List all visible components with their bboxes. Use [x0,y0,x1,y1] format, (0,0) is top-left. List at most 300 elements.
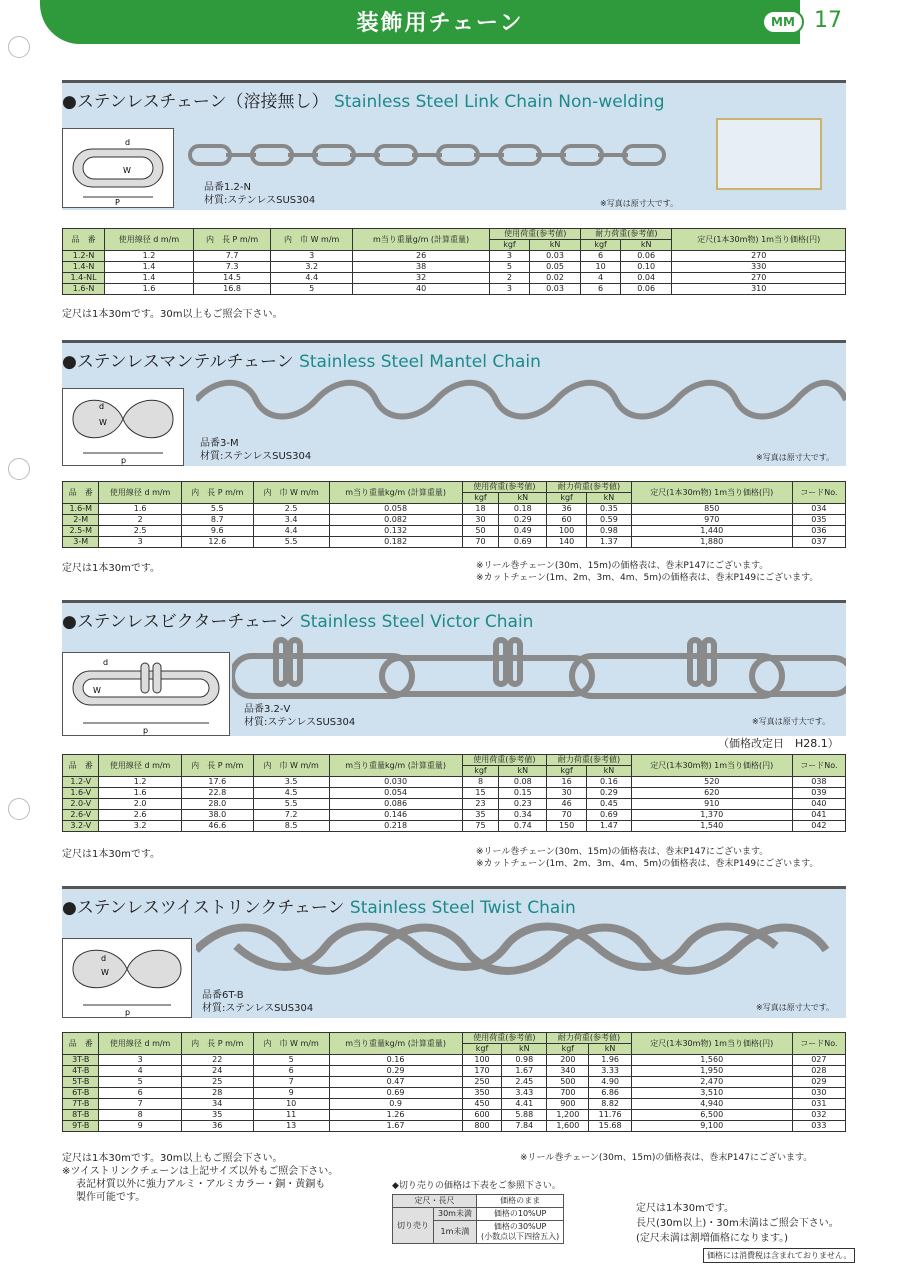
table-cell: 2.5 [99,526,181,537]
table-cell: 15.68 [589,1121,631,1132]
table-cell: 26 [353,251,490,262]
side-note: ※カットチェーン(1m、2m、3m、4m、5m)の価格表は、巻末P149にございます。 [476,573,819,583]
spec-table-victor-chain [62,754,846,832]
table-cell: 1.6 [99,788,181,799]
svg-text:d: d [125,138,131,147]
product-code-cell: 4T-B [63,1066,99,1077]
table-cell: 50 [462,526,499,537]
svg-text:p: p [121,456,127,465]
table-cell: 0.16 [329,1055,462,1066]
table-header: m当り重量kg/m (計算重量) [329,1033,462,1055]
table-cell: 5.5 [181,504,253,515]
table-cell: 24 [181,1066,253,1077]
table-cell: 4.4 [271,273,353,284]
table-cell: 0.08 [499,777,547,788]
table-cell: 9 [253,1088,329,1099]
table-row [63,810,846,821]
section-title-ja: ●ステンレスチェーン（溶接無し） [62,92,329,112]
table-cell: 1.6 [99,504,181,515]
table-cell: 7 [99,1099,181,1110]
svg-text:W: W [101,968,109,977]
material-label: 材質:ステンレスSUS304 [204,195,316,206]
table-cell: 700 [547,1088,589,1099]
table-cell: 11 [253,1110,329,1121]
table-cell: 0.29 [329,1066,462,1077]
section-note: 定尺は1本30mです。30m以上もご照会下さい。 [62,309,283,320]
table-cell: 35 [181,1110,253,1121]
table-cell: 150 [547,821,587,832]
table-cell: 0.058 [329,504,462,515]
cut-price-cell: 価格の10%UP [476,1208,563,1221]
product-code-cell: 2-M [63,515,99,526]
table-row [63,1121,846,1132]
svg-text:p: p [143,726,149,735]
photo-note: ※写真は原寸大です。 [756,453,835,462]
table-cell: 7 [253,1077,329,1088]
table-row [63,1110,846,1121]
product-code-cell: 1.6-N [63,284,105,295]
table-cell: 340 [547,1066,589,1077]
table-header: 耐力荷重(参考値) [547,1033,632,1044]
table-cell: 520 [631,777,792,788]
table-cell: 23 [462,799,499,810]
sample-photo-frame [716,118,822,190]
table-cell: 9 [99,1121,181,1132]
table-cell: 910 [631,799,792,810]
table-cell: 2.0 [99,799,181,810]
table-cell: 0.29 [499,515,547,526]
table-cell: 13 [253,1121,329,1132]
product-code-cell: 7T-B [63,1099,99,1110]
table-cell: 3 [99,1055,181,1066]
chain-photo [186,140,686,170]
table-cell: 0.132 [329,526,462,537]
table-cell: 0.23 [499,799,547,810]
product-code-cell: 5T-B [63,1077,99,1088]
table-row [63,1066,846,1077]
table-cell: 7.2 [253,810,329,821]
oval-link-icon [63,129,173,207]
table-header: 品 番 [63,229,105,251]
table-cell: 4.90 [589,1077,631,1088]
table-cell: 0.34 [499,810,547,821]
table-cell: 8.5 [253,821,329,832]
page-header [0,0,899,48]
twist-link-icon [63,939,191,1017]
table-cell: 970 [631,515,792,526]
product-code-cell: 1.6-V [63,788,99,799]
table-header: 定尺(1本30m物) 1m当り価格(円) [631,1033,792,1055]
spec-table-twist-chain [62,1032,846,1132]
table-header: コードNo. [792,1033,845,1055]
table-cell: 1,560 [631,1055,792,1066]
table-cell: 330 [672,262,846,273]
table-header: 内 長 P m/m [181,1033,253,1055]
product-code-cell: 2.6-V [63,810,99,821]
table-row [63,537,846,548]
table-cell: 3.33 [589,1066,631,1077]
table-cell: 2 [490,273,530,284]
table-cell: 6 [99,1088,181,1099]
svg-text:p: p [125,1008,131,1017]
table-cell: 4.5 [253,788,329,799]
table-cell: 11.76 [589,1110,631,1121]
section-title-en: Stainless Steel Twist Chain [349,898,576,918]
chain-photo [196,372,846,422]
table-cell: 2,470 [631,1077,792,1088]
table-cell: 6,500 [631,1110,792,1121]
table-cell: 0.69 [499,537,547,548]
table-cell: 039 [792,788,845,799]
product-code-cell: 6T-B [63,1088,99,1099]
table-cell: 100 [547,526,587,537]
table-cell: 5 [99,1077,181,1088]
table-header: 定尺(1本30m物) 1m当り価格(円) [631,755,792,777]
table-subheader: kgf [547,493,587,504]
product-number: 品番3-M [200,438,239,449]
table-cell: 0.16 [586,777,631,788]
table-cell: 1.2 [105,251,194,262]
table-cell: 25 [181,1077,253,1088]
table-cell: 0.98 [586,526,631,537]
table-subheader: kN [499,766,547,777]
table-cell: 46 [547,799,587,810]
table-row [63,821,846,832]
table-row [63,526,846,537]
table-cell: 029 [792,1077,845,1088]
table-header: 使用荷重(参考値) [462,482,547,493]
table-header: 内 長 P m/m [181,482,253,504]
table-header: 使用線径 d m/m [99,482,181,504]
table-cell: 041 [792,810,845,821]
table-cell: 36 [181,1121,253,1132]
table-cell: 0.10 [620,262,672,273]
cut-price-cell: (小数点以下四捨五入) [480,1232,560,1241]
table-cell: 38.0 [181,810,253,821]
table-cell: 5 [253,1055,329,1066]
table-header: 品 番 [63,1033,99,1055]
cut-price-table [392,1194,564,1244]
table-cell: 1,370 [631,810,792,821]
table-cell: 0.03 [529,251,581,262]
table-cell: 028 [792,1066,845,1077]
section-title-en: Stainless Steel Victor Chain [299,612,534,632]
table-subheader: kgf [547,766,587,777]
table-cell: 0.02 [529,273,581,284]
table-header: 使用線径 d m/m [99,755,181,777]
table-cell: 1.6 [105,284,194,295]
table-header: コードNo. [792,482,845,504]
table-row [63,1055,846,1066]
table-cell: 038 [792,777,845,788]
table-header: コードNo. [792,755,845,777]
table-cell: 2.45 [502,1077,547,1088]
product-number: 品番1.2-N [204,182,251,193]
table-header: 使用線径 d m/m [99,1033,181,1055]
figure-eight-link-icon [63,389,183,465]
table-cell: 031 [792,1099,845,1110]
table-cell: 0.18 [499,504,547,515]
product-code-cell: 3-M [63,537,99,548]
table-cell: 30 [547,788,587,799]
table-cell: 0.35 [586,504,631,515]
table-cell: 9.6 [181,526,253,537]
cut-price-cell: 定尺・長尺 [393,1195,477,1208]
table-cell: 4,940 [631,1099,792,1110]
table-cell: 3.2 [271,262,353,273]
table-cell: 5.88 [502,1110,547,1121]
table-cell: 037 [792,537,845,548]
table-cell: 350 [462,1088,502,1099]
table-cell: 5 [490,262,530,273]
svg-text:d: d [99,402,105,411]
table-cell: 2.6 [99,810,181,821]
table-cell: 4 [581,273,621,284]
table-cell: 4.4 [253,526,329,537]
table-cell: 250 [462,1077,502,1088]
table-cell: 1,440 [631,526,792,537]
table-cell: 46.6 [181,821,253,832]
table-row [63,788,846,799]
table-cell: 3.4 [253,515,329,526]
table-cell: 8.82 [589,1099,631,1110]
section-note: 表記材質以外に強力アルミ・アルミカラー・銅・黄銅も [76,1179,326,1190]
table-cell: 1.2 [99,777,181,788]
table-cell: 34 [181,1099,253,1110]
table-cell: 0.146 [329,810,462,821]
table-cell: 28.0 [181,799,253,810]
table-cell: 1,600 [547,1121,589,1132]
table-header: 使用荷重(参考値) [462,1033,547,1044]
table-subheader: kgf [462,1044,502,1055]
product-code-cell: 8T-B [63,1110,99,1121]
section-title-ja: ●ステンレスツイストリンクチェーン [62,898,345,918]
table-cell: 6.86 [589,1088,631,1099]
binder-hole-icon [8,798,30,820]
table-cell: 450 [462,1099,502,1110]
table-header: 内 巾 W m/m [271,229,353,251]
table-cell: 9,100 [631,1121,792,1132]
table-cell: 5.5 [253,799,329,810]
table-cell: 2 [99,515,181,526]
chain-photo [196,916,846,980]
table-cell: 5 [271,284,353,295]
table-header: 品 番 [63,482,99,504]
table-cell: 18 [462,504,499,515]
table-header: m当り重量kg/m (計算重量) [329,482,462,504]
table-header: 使用荷重(参考値) [462,755,547,766]
table-header: m当り重量kg/m (計算重量) [329,755,462,777]
table-cell: 0.15 [499,788,547,799]
binder-hole-icon [8,458,30,480]
table-cell: 15 [462,788,499,799]
table-cell: 8 [462,777,499,788]
table-header: 内 長 P m/m [193,229,271,251]
svg-text:d: d [103,658,109,667]
table-row [63,515,846,526]
table-cell: 38 [353,262,490,273]
table-row [63,1077,846,1088]
product-code-cell: 9T-B [63,1121,99,1132]
table-cell: 032 [792,1110,845,1121]
table-cell: 6 [253,1066,329,1077]
table-cell: 600 [462,1110,502,1121]
table-cell: 8.7 [181,515,253,526]
table-cell: 1.47 [586,821,631,832]
section-title-en: Stainless Steel Mantel Chain [299,352,541,372]
section-title-ja: ●ステンレスビクターチェーン [62,612,295,632]
price-revision-note: （価格改定日 H28.1） [718,737,839,750]
product-code-cell: 3.2-V [63,821,99,832]
bottom-note: (定尺未満は割増価格になります。) [636,1233,789,1244]
table-subheader: kgf [490,240,530,251]
table-cell: 3.2 [99,821,181,832]
table-cell: 5.5 [253,537,329,548]
table-header: 定尺(1本30m物) 1m当り価格(円) [672,229,846,251]
table-cell: 030 [792,1088,845,1099]
table-cell: 800 [462,1121,502,1132]
table-row [63,504,846,515]
svg-text:W: W [99,418,107,427]
table-row [63,1088,846,1099]
table-cell: 0.05 [529,262,581,273]
cut-price-cell: 価格の30%UP [493,1222,547,1231]
photo-note: ※写真は原寸大です。 [756,1003,835,1012]
table-cell: 0.06 [620,284,672,295]
svg-text:d: d [101,954,107,963]
binder-hole-icon [8,36,30,58]
table-cell: 1.37 [586,537,631,548]
table-cell: 3 [490,284,530,295]
table-header: 内 巾 W m/m [253,482,329,504]
table-cell: 0.086 [329,799,462,810]
table-cell: 900 [547,1099,589,1110]
product-code-cell: 1.2-N [63,251,105,262]
table-cell: 14.5 [193,273,271,284]
cut-price-cell: 切り売り [393,1208,434,1244]
table-subheader: kgf [462,493,499,504]
table-cell: 0.054 [329,788,462,799]
table-subheader: kgf [581,240,621,251]
table-cell: 0.9 [329,1099,462,1110]
table-cell: 1.67 [502,1066,547,1077]
table-cell: 70 [547,810,587,821]
table-cell: 140 [547,537,587,548]
table-cell: 7.7 [193,251,271,262]
table-cell: 10 [581,262,621,273]
table-cell: 100 [462,1055,502,1066]
table-cell: 0.45 [586,799,631,810]
table-cell: 10 [253,1099,329,1110]
section-note: 定尺は1本30mです。30m以上もご照会下さい。 [62,1153,283,1164]
table-cell: 270 [672,251,846,262]
table-row [63,251,846,262]
table-cell: 0.218 [329,821,462,832]
table-cell: 36 [547,504,587,515]
table-subheader: kN [499,493,547,504]
table-header: 使用線径 d m/m [105,229,194,251]
table-cell: 0.47 [329,1077,462,1088]
table-cell: 40 [353,284,490,295]
link-dimension-diagram [62,128,174,208]
table-cell: 0.06 [620,251,672,262]
table-header: 品 番 [63,755,99,777]
section-note: 定尺は1本30mです。 [62,849,161,860]
table-cell: 2.5 [253,504,329,515]
material-label: 材質:ステンレスSUS304 [202,1003,314,1014]
table-cell: 4.41 [502,1099,547,1110]
tax-note: 価格には消費税は含まれておりません。 [703,1248,855,1263]
table-subheader: kN [586,493,631,504]
table-cell: 0.030 [329,777,462,788]
table-cell: 034 [792,504,845,515]
victor-dimension-diagram [62,652,230,736]
table-cell: 1,880 [631,537,792,548]
table-cell: 0.74 [499,821,547,832]
table-subheader: kN [502,1044,547,1055]
table-cell: 1,200 [547,1110,589,1121]
material-label: 材質:ステンレスSUS304 [244,717,356,728]
svg-text:P: P [115,198,120,207]
table-cell: 28 [181,1088,253,1099]
table-cell: 0.98 [502,1055,547,1066]
table-cell: 3,510 [631,1088,792,1099]
table-cell: 16.8 [193,284,271,295]
table-cell: 22 [181,1055,253,1066]
table-cell: 170 [462,1066,502,1077]
side-note: ※リール巻チェーン(30m、15m)の価格表は、巻末P147にございます。 [520,1153,813,1163]
table-cell: 500 [547,1077,589,1088]
table-cell: 1,950 [631,1066,792,1077]
table-subheader: kN [620,240,672,251]
table-cell: 1,540 [631,821,792,832]
table-cell: 1.26 [329,1110,462,1121]
table-cell: 35 [462,810,499,821]
table-cell: 040 [792,799,845,810]
table-cell: 4 [99,1066,181,1077]
product-number: 品番3.2-V [244,704,291,715]
cut-price-cell: 30m未満 [434,1208,477,1221]
table-cell: 75 [462,821,499,832]
table-cell: 035 [792,515,845,526]
svg-text:W: W [93,686,101,695]
table-row [63,799,846,810]
table-header: 内 巾 W m/m [253,755,329,777]
table-cell: 0.182 [329,537,462,548]
page-title: 装飾用チェーン [356,11,524,36]
table-cell: 32 [353,273,490,284]
cut-price-cell: 価格のまま [476,1195,563,1208]
table-cell: 0.49 [499,526,547,537]
table-cell: 1.96 [589,1055,631,1066]
table-header: 耐力荷重(参考値) [547,482,632,493]
table-row [63,273,846,284]
mantel-dimension-diagram [62,388,184,466]
section-note: ※ツイストリンクチェーンは上記サイズ以外もご照会下さい。 [62,1166,339,1177]
product-number: 品番6T-B [202,990,244,1001]
twist-dimension-diagram [62,938,192,1018]
product-code-cell: 1.4-N [63,262,105,273]
section-title-ja: ●ステンレスマンテルチェーン [62,352,294,372]
table-cell: 22.8 [181,788,253,799]
table-cell: 850 [631,504,792,515]
table-cell: 200 [547,1055,589,1066]
table-row [63,284,846,295]
brand-logo: MM [762,10,804,34]
table-cell: 7.84 [502,1121,547,1132]
table-cell: 620 [631,788,792,799]
table-cell: 6 [581,284,621,295]
